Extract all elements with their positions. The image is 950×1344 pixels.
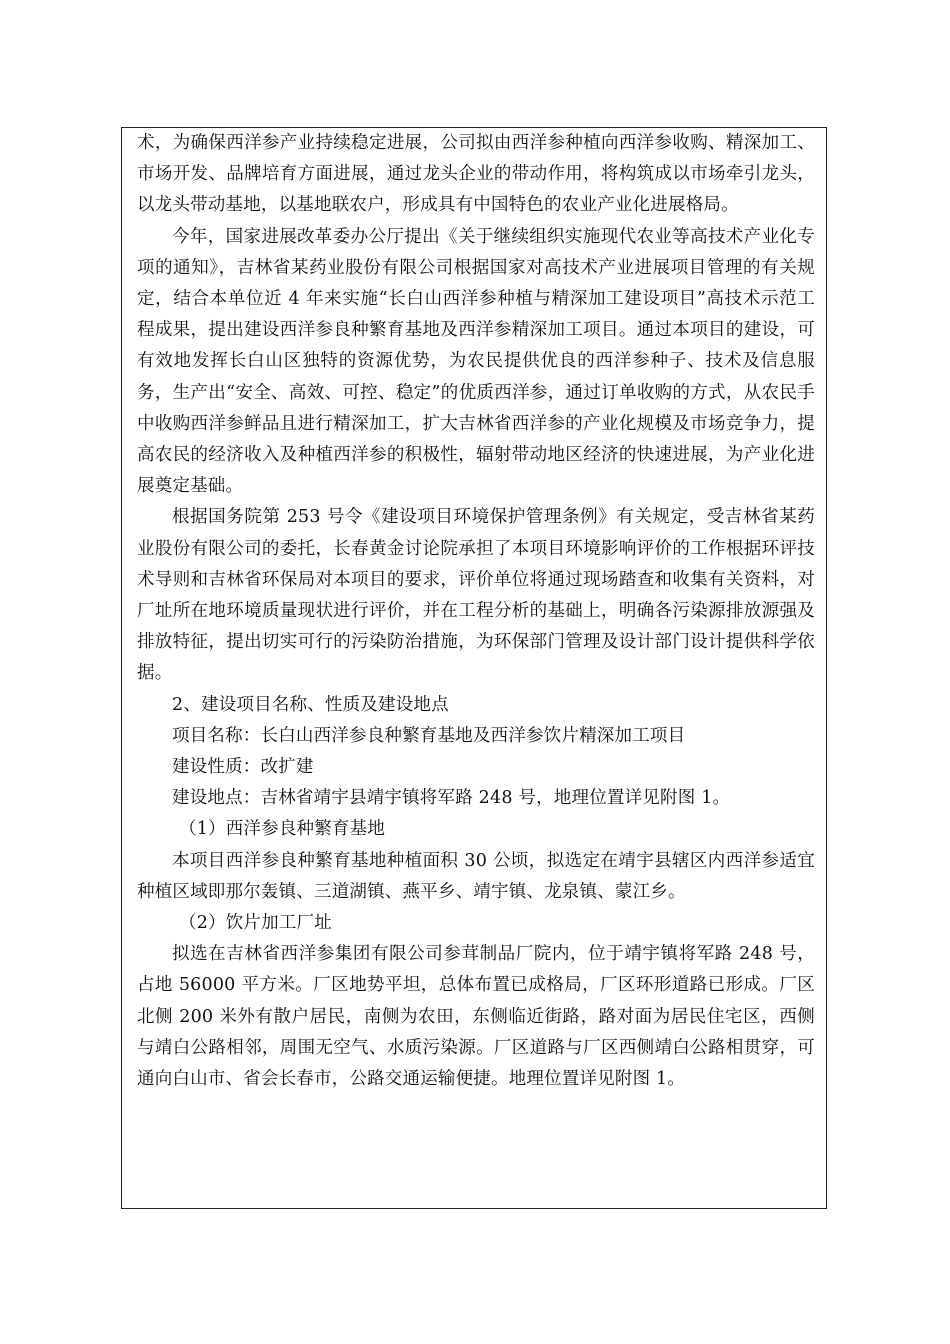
subheading-factory-site: （2）饮片加工厂址 <box>179 913 332 934</box>
paragraph-intro-continuation: 术，为确保西洋参产业持续稳定进展，公司拟由西洋参种植向西洋参收购、精深加工、市场开发、品牌培育方面进展，通过龙头企业的带动作用，将构筑成以市场牵引龙头，以龙头带动基地，以基地联农户，形成具有中国特色的农业产业化进展格局。 <box>137 133 815 216</box>
subheading-breeding-base: （1）西洋参良种繁育基地 <box>179 819 386 840</box>
construction-location-line: 建设地点：吉林省靖宇县靖宇镇将军路 248 号，地理位置详见附图 1。 <box>172 788 731 809</box>
paragraph-project-background: 今年，国家进展改革委办公厅提出《关于继续组织实施现代农业等高技术产业化专项的通知》，吉林省某药业股份有限公司根据国家对高技术产业进展项目管理的有关规定，结合本单位近 4 年来实施“长白山西洋参种植与精深加工建设项目”高技术示范工程成果，提出建设西洋参良种繁育基地及西洋参精深加工项目。通过本项目的建设，可有效地发挥长白山区独特的资源优势，为农民提供优良的西洋参种子、技术及信息服务，生产出“安全、高效、可控、稳定”的优质西洋参，通过订单收购的方式，从农民手中收购西洋参鲜品且进行精深加工，扩大吉林省西洋参的产业化规模及市场竞争力，提高农民的经济收入及种植西洋参的积极性，辐射带动地区经济的快速进展，为产业化进展奠定基础。 <box>137 226 815 497</box>
document-body <box>137 128 815 1095</box>
section-heading-project-info: 2、建设项目名称、性质及建设地点 <box>172 694 449 715</box>
paragraph-assessment-basis: 根据国务院第 253 号令《建设项目环境保护管理条例》有关规定，受吉林省某药业股份有限公司的委托，长春黄金讨论院承担了本项目环境影响评价的工作根据环评技术导则和吉林省环保局对本项目的要求，评价单位将通过现场踏查和收集有关资料，对厂址所在地环境质量现状进行评价，并在工程分析的基础上，明确各污染源排放源强及排放特征，提出切实可行的污染防治措施，为环保部门管理及设计部门设计提供科学依据。 <box>137 507 815 684</box>
project-name-line: 项目名称：长白山西洋参良种繁育基地及西洋参饮片精深加工项目 <box>172 725 686 746</box>
paragraph-factory-site: 拟选在吉林省西洋参集团有限公司参茸制品厂院内，位于靖宇镇将军路 248 号，占地 56000 平方米。厂区地势平坦，总体布置已成格局，厂区环形道路已形成。厂区北侧 200 米外有散户居民，南侧为农田，东侧临近街路，路对面为居民住宅区，西侧与靖白公路相邻，周围无空气、水质污染源。厂区道路与厂区西侧靖白公路相贯穿，可通向白山市、省会长春市，公路交通运输便捷。地理位置详见附图 1。 <box>137 944 815 1090</box>
construction-nature-line: 建设性质：改扩建 <box>172 757 314 778</box>
paragraph-breeding-base: 本项目西洋参良种繁育基地种植面积 30 公顷，拟选定在靖宇县辖区内西洋参适宜种植区域即那尔轰镇、三道湖镇、燕平乡、靖宇镇、龙泉镇、蒙江乡。 <box>137 850 815 902</box>
